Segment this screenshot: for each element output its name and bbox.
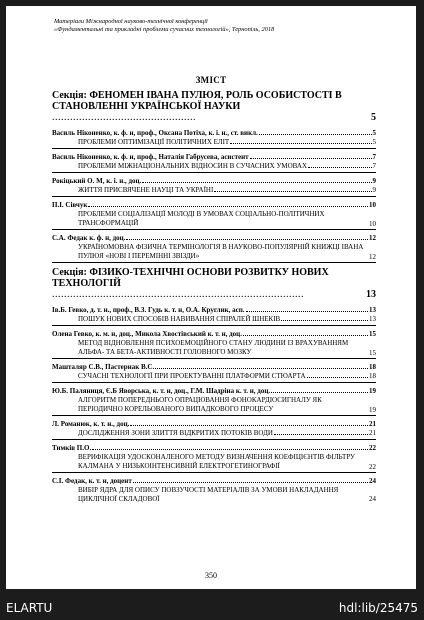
header-line-1: Матеріали Міжнародної науково-технічної конференції (54, 18, 208, 25)
repository-footer-bar (0, 596, 424, 620)
handle-id: hdl:lib/25475 (338, 601, 418, 615)
toc-authors: С.А. Федак к. ф. н, доц. 12 (52, 234, 376, 242)
toc-article: ВЕРИФІКАЦІЯ УДОСКОНАЛЕНОГО МЕТОДУ ВИЗНАЧЕННЯ КОЕФІЦІЄНТІВ ФІЛЬТРУ КАЛМАНА У НИЗЬКОІНТЕНСИВНІЙ ЕЛЕКТРОГЕТИНОГРАФІЇ 22 (52, 453, 376, 473)
toc-article: МЕТОД ВІДНОВЛЕННЯ ПСИХОЕМОЦІЙНОГО СТАНУ ЛЮДИНИ ІЗ ВРАХУВАННЯМ АЛЬФА- ТА БЕТА-АКТИВНОСТІ ГОЛОВНОГО МОЗКУ 15 (52, 339, 376, 359)
contents-title: ЗМІСТ (195, 75, 227, 85)
toc-article: ЖИТТЯ ПРИСВЯЧЕНЕ НАУЦІ ТА УКРАЇНІ 9 (52, 186, 376, 197)
section-heading-1 (52, 90, 376, 123)
toc-authors: Ів.Б. Гевко, д. т. н., проф., В.З. Гудь к. т. н, О.А. Круглик, асп. 13 (52, 306, 376, 314)
section-page: 13 (366, 289, 376, 300)
toc-authors: Машталяр С.В., Пастернак В.С. 18 (52, 363, 376, 371)
conference-header (54, 18, 384, 35)
toc-article: ПРОБЛЕМИ ОПТИМІЗАЦІЇ ПОЛІТИЧНИХ ЕЛІТ 5 (52, 138, 376, 149)
toc-article: ПРОБЛЕМИ СОЦІАЛІЗАЦІЇ МОЛОДІ В УМОВАХ СОЦІАЛЬНО-ПОЛІТИЧНИХ ТРАНСФОРМАЦІЙ 10 (52, 210, 376, 230)
leader-dots: ................................................ (52, 112, 196, 123)
toc-authors: Л. Романюк, к. т. н., доц. 21 (52, 420, 376, 428)
toc-article: СУЧАСНІ ТЕХНОЛОГІЇ ПРИ ПРОЕКТУВАННІ ПЛАТФОРМИ СТЮАРТА 18 (52, 372, 376, 383)
document-page (6, 6, 416, 589)
toc-authors: Василь Ніконенко, к. ф. н, проф., Наталія Габрусева, асистент 7 (52, 153, 376, 161)
section-page: 5 (371, 112, 376, 123)
section-heading-2 (52, 267, 376, 300)
header-line-2: «Фундаментальні та прикладні проблеми сучасних технологій», Тернопіль, 2018 (54, 26, 275, 34)
repository-name: ELARTU (6, 601, 53, 615)
toc-article: ПОШУК НОВИХ СПОСОБІВ НАВИВАННЯ СПІРАЛЕЙ ШНЕКІВ 13 (52, 315, 376, 326)
page-number: 350 (205, 571, 217, 580)
toc-authors: П.І. Сівчук 10 (52, 201, 376, 209)
section-title: Секція: ФЕНОМЕН ІВАНА ПУЛЮЯ, РОЛЬ ОСОБИСТОСТІ В СТАНОВЛЕННІ УКРАЇНСЬКОЇ НАУКИ (52, 90, 342, 112)
toc-article: ДОСЛІДЖЕННЯ ЗОНИ ЗЛИТТЯ ВІДКРИТИХ ПОТОКІВ ВОДИ 21 (52, 429, 376, 440)
toc-authors: С.І. Федак, к. т. н, доцент 24 (52, 477, 376, 485)
table-of-contents (52, 89, 376, 504)
section-title: Секція: ФІЗИКО-ТЕХНІЧНІ ОСНОВИ РОЗВИТКУ НОВИХ ТЕХНОЛОГІЙ (52, 267, 329, 289)
toc-article: ПРОБЛЕМИ МІЖНАЦІОНАЛЬНИХ ВІДНОСИН В СУЧАСНИХ УМОВАХ 7 (52, 162, 376, 173)
leader-dots: .................................................................................... (52, 289, 304, 300)
toc-authors: Тимків П.О. 22 (52, 444, 376, 452)
toc-article: АЛГОРИТМ ПОПЕРЕДНЬОГО ОПРАЦЮВАННЯ ФОНОКАРДІОСИГНАЛУ ЯК ПЕРІОДИЧНО КОРЕЛЬОВАНОГО ВИПАДКОВОГО ПРОЦЕСУ 19 (52, 396, 376, 416)
toc-authors: Василь Ніконенко, к. ф. н, проф., Оксана Потіха, к. і. н., ст. викл. 5 (52, 129, 376, 137)
toc-authors: Ю.Б. Паляниця, Є.Б Яворська, к. т. н, доц., Г.М. Шадріна к. т. н, доц. 19 (52, 387, 376, 395)
toc-article: ВИБІР ЯДРА ДЛЯ ОПИСУ ПОВЗУЧОСТІ МАТЕРІАЛІВ ЗА УМОВИ НАКЛАДАННЯ ЦИКЛІЧНОЇ СКЛАДОВОЇ 24 (78, 486, 376, 503)
toc-authors: Рокіцький О. М, к. і. н., доц. 9 (52, 177, 376, 185)
toc-authors: Олена Гевко, к. м. н, доц., Микола Хвостівський к. т. н, доц. 15 (52, 330, 376, 338)
toc-article: УКРАЇНОМОВНА ФІЗИЧНА ТЕРМІНОЛОГІЯ В НАУКОВО-ПОПУЛЯРНІЙ КНИЖЦІ ІВАНА ПУЛЮЯ «НОВІ І ПЕРЕМІННІ ЗВІЗДИ» 12 (52, 243, 376, 263)
